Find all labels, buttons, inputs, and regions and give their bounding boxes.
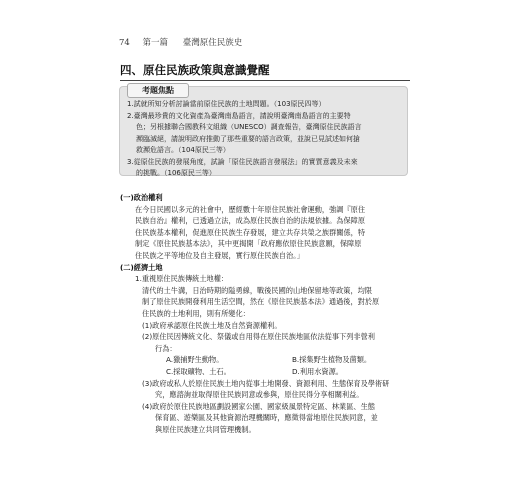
focus-line: 的挑戰。（106原民三等） <box>136 169 216 177</box>
option-row <box>120 366 415 378</box>
body-text <box>120 192 415 435</box>
paragraph-line: 在今日民國以多元的社會中，歷經數十年原住民族社會運動，強調『原住 <box>135 204 366 214</box>
subheading-land-rights: 1.重視原住民族傳統土地權： <box>135 274 229 284</box>
running-header <box>119 36 242 48</box>
focus-line: 色；另根據聯合國教科文組織（UNESCO）調查報告，臺灣原住民族語言 <box>136 123 362 131</box>
list-item-continued: 行為： <box>155 343 177 353</box>
list-item-continued: 保育區、遊樂區及其他資源治理機關時，應徵得當地原住民族同意，並 <box>155 413 378 423</box>
book-title: 臺灣原住民族史 <box>182 38 243 48</box>
paragraph-line: 住民族之平等地位及自主發展，實行原住民族自治。」 <box>135 250 304 260</box>
list-item: (1)政府承認原住民族土地及自然資源權利。 <box>142 320 282 330</box>
paragraph-line: 制定《原住民族基本法》，其中更揭開「政府應依原住民族意願，保障原 <box>135 239 362 249</box>
page-number: 74 <box>119 38 130 48</box>
paragraph-line: 清代的土牛溝，日治時期的隘勇線，戰後民國的山地保留地等政策，均限 <box>142 285 373 295</box>
list-item: (4)政府於原住民族地區劃設國家公園、國家級風景特定區、林業區、生態 <box>142 401 375 411</box>
paragraph-line: 住民族基本權利，促進原住民族生存發展，建立共存共榮之族群關係，特 <box>135 227 366 237</box>
option-c: C.採取礦物、土石。 <box>166 366 231 376</box>
list-item-continued: 與原住民族建立共同管理機制。 <box>155 424 256 434</box>
option-d: D.利用水資源。 <box>292 366 343 376</box>
heading-economic-land: (二)經濟土地 <box>120 262 163 272</box>
list-item: (2)原住民因傳統文化、祭儀或自用得在原住民族地區依法從事下列非營利 <box>142 332 375 342</box>
focus-line: 救瀕危語言。（104原民三等） <box>136 146 230 154</box>
heading-political-rights: (一)政治權利 <box>120 193 163 202</box>
paragraph-line: 民族自治』權利，已透過立法，成為原住民族自治的法規依據。為保障原 <box>135 216 366 226</box>
focus-line: 1.試就所知分析討論當前原住民族的土地問題。（103原民四等） <box>127 100 326 108</box>
focus-line: 瀕臨滅絕，請說明政府推動了那些重要的語言政策，並說已見試述如何搶 <box>136 134 360 143</box>
paragraph-line: 制了原住民族開發利用生活空間，然在《原住民族基本法》通過後，對於原 <box>142 297 380 307</box>
section-rule <box>120 80 410 81</box>
paragraph-line: 住民族的土地利用，則有所變化： <box>142 308 250 318</box>
part-label: 第一篇 <box>142 38 169 48</box>
option-row <box>120 354 415 366</box>
option-a: A.獵捕野生動物。 <box>166 355 224 365</box>
list-item: (3)政府或私人於原住民族土地內從事土地開發、資源利用、生態保育及學術研 <box>142 378 390 388</box>
focus-line: 3.從原住民族的發展角度，試論「原住民族語言發展法」的實質意義及未來 <box>127 157 358 166</box>
focus-line: 2.臺灣最珍貴的文化資產為臺灣南島語言，請說明臺灣南島語言的主要特 <box>127 111 351 120</box>
list-item-continued: 究，應諮詢並取得原住民族同意或參與，原住民得分享相關利益。 <box>155 390 364 400</box>
exam-focus-list <box>127 99 402 180</box>
exam-focus-tab: 考題焦點 <box>127 83 189 98</box>
option-b: B.採集野生植物及菌類。 <box>292 355 372 365</box>
section-title: 四、原住民族政策與意識覺醒 <box>120 63 270 77</box>
